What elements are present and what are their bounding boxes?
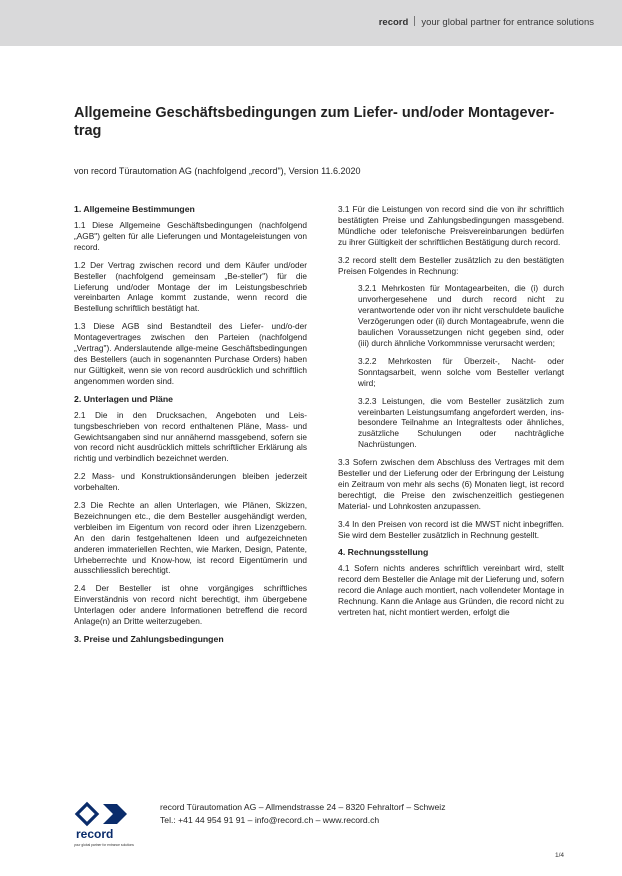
paragraph: 2.3 Die Rechte an allen Unterlagen, wie Plänen, Skizzen, Bezeichnungen etc., die dem Besteller ausgehändigt werden, verbleiben im Eigentum von record oder ihren Lizenzgebern. An den darin festgehaltenen Ideen und aufgezeichneten anderen immateriellen Rechten, wie Marken, Design, Patente, Urheberrechte und Know-how, ist record Eigentümerin und ausschliesslich berechtigt. <box>74 500 307 576</box>
page-number: 1/4 <box>554 852 564 859</box>
sub-paragraph: 3.2.1 Mehrkosten für Montagearbeiten, die (i) durch unvorhergesehene und durch record nicht zu verantwortende oder von ihr nicht verschuldete bauliche Verzögerungen oder (ii) durch Montageabrufe, wenn die baulichen Voraussetzungen nicht gegeben sind, oder (iii) durch ähnliche Vorkommnisse verursacht werden; <box>358 283 564 348</box>
logo-mark-right <box>103 804 127 824</box>
sub-paragraph: 3.2.3 Leistungen, die vom Besteller zusätzlich zum vereinbarten Leistungsumfang angefordert werden, ins-besondere Teilnahme an Integraltests oder ähnliches, zusätzliche Schulungen oder nachträgliche Nachrüstungen. <box>358 395 564 450</box>
paragraph: 2.4 Der Besteller ist ohne vorgängiges schriftliches Einverständnis von record nicht berechtigt, ihm übergebene Unterlagen oder andere Informationen betreffend die record Anlage(n) an Dritte weiterzugeben. <box>74 583 307 627</box>
brand-name: record <box>378 17 409 28</box>
footer-address: record Türautomation AG – Allmendstrasse 24 – 8320 Fehraltorf – Schweiz <box>160 802 446 812</box>
paragraph: 2.2 Mass- und Konstruktionsänderungen bleiben jederzeit vorbehalten. <box>74 471 307 493</box>
paragraph: 3.4 In den Preisen von record ist die MWST nicht inbegriffen. Sie wird dem Besteller zusätzlich in Rechnung gestellt. <box>338 518 564 540</box>
footer-contact <box>160 801 446 827</box>
document-subtitle: von record Türautomation AG (nachfolgend „record"), Version 11.6.2020 <box>74 166 361 176</box>
footer-contact-line: Tel.: +41 44 954 91 91 – info@record.ch – www.record.ch <box>160 815 380 825</box>
document-title: Allgemeine Geschäftsbedingungen zum Liefer- und/oder Montagever-trag <box>74 105 555 139</box>
brand-divider <box>414 16 415 26</box>
paragraph: 3.3 Sofern zwischen dem Abschluss des Vertrages mit dem Besteller und der Lieferung oder der Erbringung der Leistung ein Zeitraum von mehr als sechs (6) Monaten liegt, ist record berechtigt, die Preise den zwischenzeitlich gestiegenen Material- und Lohnkosten anzupassen. <box>338 457 564 511</box>
paragraph: 1.3 Diese AGB sind Bestandteil des Liefer- und/o-der Montagevertrages zwischen den Parteien (nachfolgend „Vertrag"). Anderslautende allge-meine Geschäftsbedingungen des Bestellers (auch in sogenannten Purchase Orders) haben nur Gültigkeit, wenn sie von record ausdrücklich und schriftlich angenommen worden sind. <box>74 321 307 386</box>
left-column <box>74 204 307 650</box>
paragraph: 3.2 record stellt dem Besteller zusätzlich zu den bestätigten Preisen Folgendes in Rechnung: <box>338 254 564 276</box>
header-brand <box>379 16 594 28</box>
section-heading: 4. Rechnungsstellung <box>338 547 429 558</box>
paragraph: 1.1 Diese Allgemeine Geschäftsbedingungen (nachfolgend „AGB") gelten für alle Lieferungen und Montageleistungen von record. <box>74 220 307 252</box>
header-band <box>0 0 622 46</box>
paragraph: 4.1 Sofern nichts anderes schriftlich vereinbart wird, stellt record dem Besteller die Anlage mit der Lieferung und, sofern record die Anlage auch montiert, nach vollendeter Montage in Rechnung. Kann die Anlage aus Gründen, die record nicht zu vertreten hat, nicht montiert werden, erfolgt die <box>338 563 565 618</box>
paragraph: 3.1 Für die Leistungen von record sind die von ihr schriftlich bestätigten Preise und Zahlungsbedingungen massgebend. Mündliche oder telefonische Preisvereinbarungen bedürfen zu ihrer Gültigkeit der schriftlichen Bestätigung durch record. <box>338 204 564 247</box>
paragraph: 1.2 Der Vertrag zwischen record und dem Käufer und/oder Besteller (nachfolgend gemeinsam „Be-steller") für die Lieferung und/oder Montage der im Leistungsbeschrieb vereinbarten Anlage kommt zustande, wenn record die Bestellung schriftlich bestätigt hat. <box>74 259 307 314</box>
logo-mark-left <box>77 804 97 824</box>
section-heading: 2. Unterlagen und Pläne <box>74 393 173 404</box>
section-heading: 1. Allgemeine Bestimmungen <box>74 204 195 214</box>
logo-word: record <box>76 827 114 841</box>
record-logo <box>73 800 151 848</box>
section-heading: 3. Preise und Zahlungsbedingungen <box>74 634 224 644</box>
paragraph: 2.1 Die in den Drucksachen, Angeboten und Leis-tungsbeschrieben von record enthaltenen Pläne, Mass- und Gewichtsangaben sind nur annähernd massgebend, sofern sie von record nicht ausdrücklich mittels schriftlicher Erklärung als richtig und verbindlich bezeichnet werden. <box>74 409 307 464</box>
right-column <box>338 204 564 625</box>
brand-tagline: your global partner for entrance solutions <box>421 17 594 28</box>
sub-paragraph: 3.2.2 Mehrkosten für Überzeit-, Nacht- oder Sonntagsarbeit, wenn solche vom Besteller verlangt wird; <box>358 355 564 388</box>
logo-tagline: your global partner for entrance solutions <box>74 843 134 847</box>
